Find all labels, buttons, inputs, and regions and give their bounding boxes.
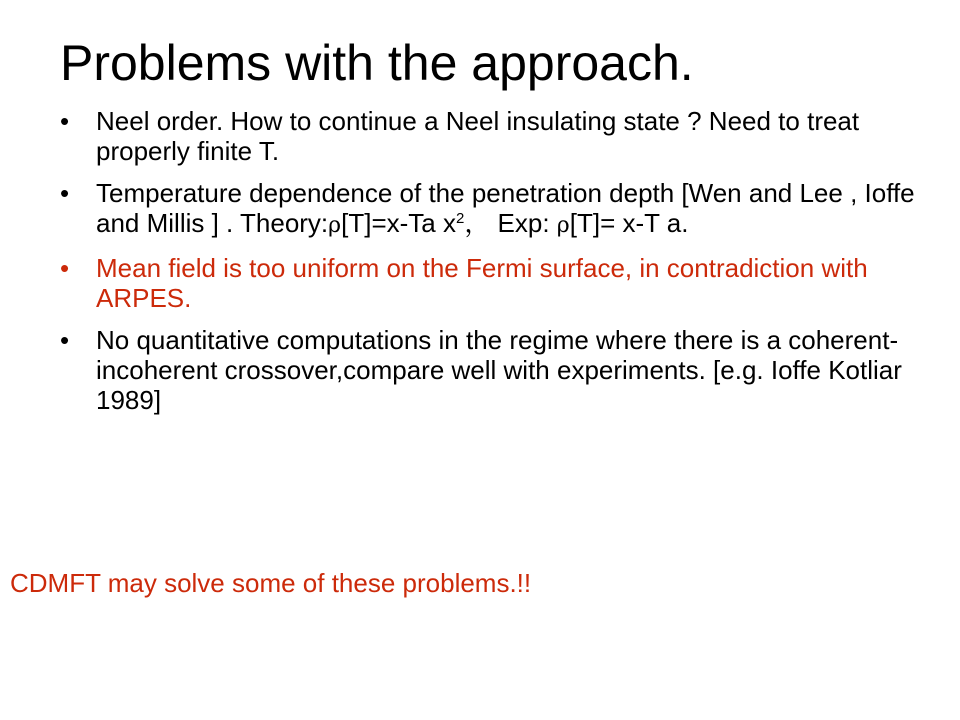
bullet-marker: • bbox=[60, 106, 70, 136]
bullet-penetration-depth bbox=[56, 178, 916, 241]
slide-title: Problems with the approach. bbox=[60, 35, 694, 91]
bullet-marker: • bbox=[60, 253, 70, 283]
bullet-marker: • bbox=[60, 325, 70, 355]
bullet-text-part4: [T]= x-T a. bbox=[569, 208, 689, 238]
rho-symbol: ρ bbox=[328, 213, 342, 238]
bullet-text-part3: ， Exp: bbox=[464, 208, 557, 238]
bullet-text-part2: [T]=x-Ta x bbox=[341, 208, 456, 238]
rho-symbol: ρ bbox=[556, 213, 570, 238]
exponent: 2 bbox=[455, 210, 465, 227]
bullet-text: Neel order. How to continue a Neel insulating state ? Need to treat properly finite T. bbox=[96, 106, 860, 166]
bullet-text: No quantitative computations in the regime where there is a coherent-incoherent crossover,compare well with experiments. [e.g. Ioffe Kotliar 1989] bbox=[96, 325, 902, 415]
bullet-text-part1: Temperature dependence of the penetration depth [Wen and Lee , Ioffe and Millis ] . Theory: bbox=[96, 178, 915, 238]
bullet-marker: • bbox=[60, 178, 70, 208]
bullet-quantitative-computations bbox=[56, 325, 916, 415]
bullet-list bbox=[56, 106, 916, 427]
bullet-mean-field bbox=[56, 253, 916, 313]
bullet-text: Mean field is too uniform on the Fermi surface, in contradiction with ARPES. bbox=[96, 253, 868, 313]
conclusion-text: CDMFT may solve some of these problems.!! bbox=[10, 568, 532, 598]
bullet-neel-order bbox=[56, 106, 916, 166]
